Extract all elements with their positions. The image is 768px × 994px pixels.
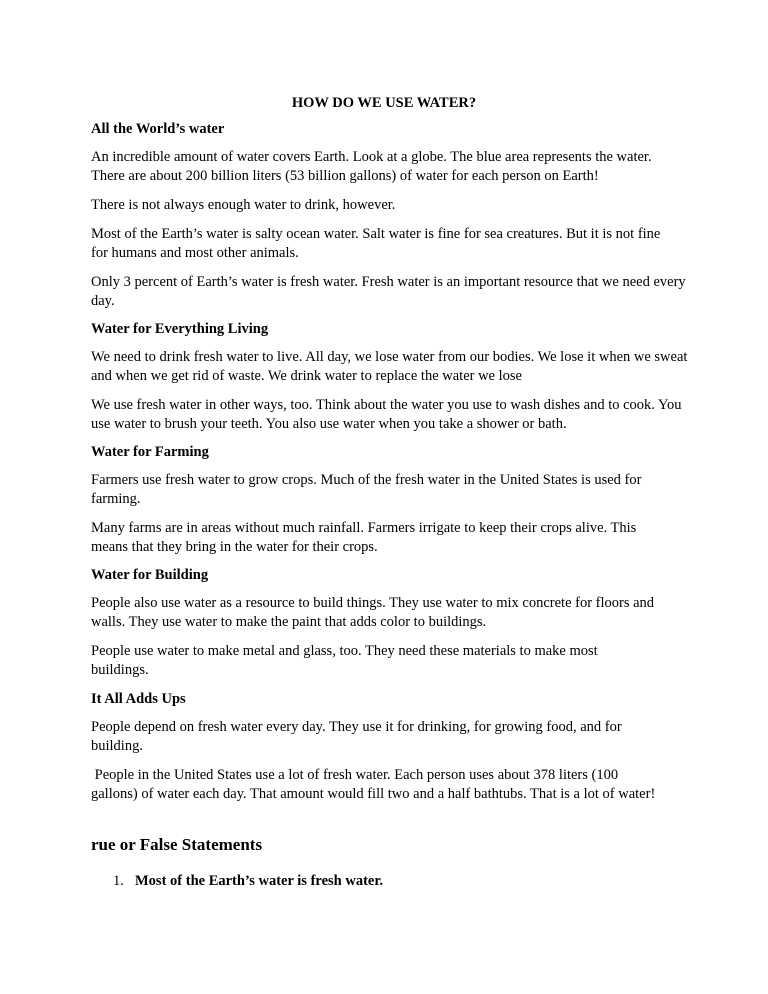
section-heading: Water for Farming xyxy=(91,444,209,460)
paragraph: Most of the Earth’s water is salty ocean water. Salt water is fine for sea creatures. But it is not fine for humans and most other animals. xyxy=(91,226,661,261)
section-heading: All the World’s water xyxy=(91,121,225,137)
paragraph: People also use water as a resource to build things. They use water to mix concrete for floors and walls. They use water to make the paint that adds color to buildings. xyxy=(91,595,655,630)
quiz-item-text: Most of the Earth’s water is fresh water. xyxy=(135,873,384,889)
paragraph: People use water to make metal and glass, too. They need these materials to make most buildings. xyxy=(91,643,598,678)
quiz-item-number: 1. xyxy=(113,873,124,889)
section-heading: It All Adds Ups xyxy=(91,691,186,707)
paragraph: We use fresh water in other ways, too. Think about the water you use to wash dishes and to cook. You use water to brush your teeth. You also use water when you take a shower or bath. xyxy=(91,397,682,432)
paragraph: Only 3 percent of Earth’s water is fresh water. Fresh water is an important resource that we need every day. xyxy=(91,274,686,309)
paragraph: Farmers use fresh water to grow crops. Much of the fresh water in the United States is used for farming. xyxy=(91,472,642,507)
paragraph: Many farms are in areas without much rainfall. Farmers irrigate to keep their crops alive. This means that they bring in the water for their crops. xyxy=(91,520,637,555)
section-heading: Water for Everything Living xyxy=(91,321,269,337)
page-title: HOW DO WE USE WATER? xyxy=(291,95,477,111)
paragraph: There is not always enough water to drink, however. xyxy=(91,197,396,213)
section-heading: Water for Building xyxy=(91,567,209,583)
quiz-heading: rue or False Statements xyxy=(91,835,263,854)
paragraph: People depend on fresh water every day. They use it for drinking, for growing food, and for building. xyxy=(91,719,622,754)
quiz-item xyxy=(113,873,383,890)
paragraph: We need to drink fresh water to live. All day, we lose water from our bodies. We lose it when we sweat and when we get rid of waste. We drink water to replace the water we lose xyxy=(91,349,688,384)
paragraph: People in the United States use a lot of fresh water. Each person uses about 378 liters (100 gallons) of water each day. That amount would fill two and a half bathtubs. That is a lot of water! xyxy=(91,767,656,802)
paragraph: An incredible amount of water covers Earth. Look at a globe. The blue area represents the water. There are about 200 billion liters (53 billion gallons) of water for each person on Earth! xyxy=(91,149,652,184)
